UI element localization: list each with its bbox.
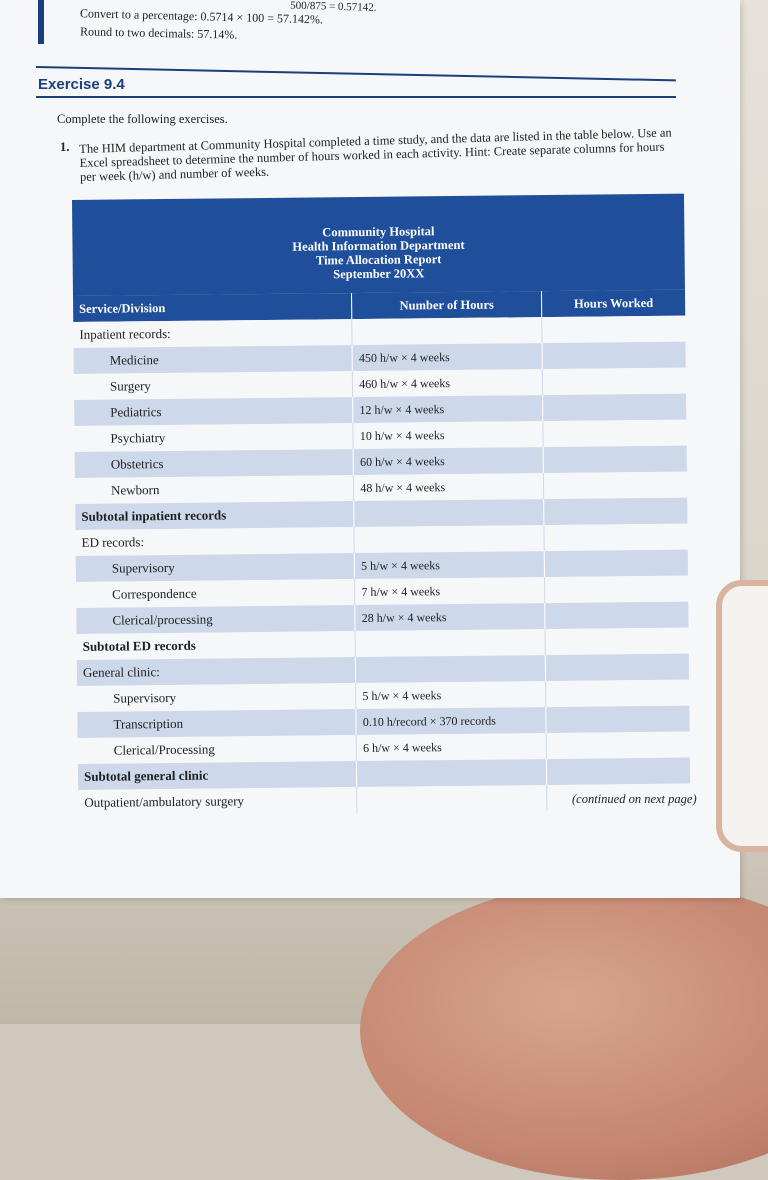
service-division-cell: General clinic: (77, 657, 356, 686)
hours-worked-cell (543, 472, 687, 500)
number-of-hours-cell: 7 h/w × 4 weeks (355, 577, 545, 605)
hours-worked-cell (542, 368, 686, 396)
previous-rounding-line: Round to two decimals: 57.14%. (79, 24, 238, 42)
hours-worked-cell (542, 394, 686, 422)
number-of-hours-cell: 12 h/w × 4 weeks (353, 395, 543, 423)
number-of-hours-cell (354, 525, 544, 553)
hours-worked-cell (544, 576, 688, 604)
number-of-hours-cell: 10 h/w × 4 weeks (353, 421, 543, 449)
previous-division-line: 500/875 = 0.57142. (290, 0, 377, 14)
question-number: 1. (60, 140, 70, 154)
service-division-cell: Medicine (74, 345, 353, 374)
service-division-cell: Subtotal general clinic (78, 761, 357, 790)
caption-line: September 20XX (333, 266, 425, 282)
hours-worked-cell (544, 524, 688, 552)
number-of-hours-cell: 48 h/w × 4 weeks (354, 473, 544, 501)
service-division-cell: Outpatient/ambulatory surgery (78, 787, 357, 816)
caption-line: Health Information Department (292, 237, 465, 254)
service-division-cell: Transcription (77, 709, 356, 738)
service-division-cell: Clerical/processing (76, 605, 355, 634)
hours-worked-cell (546, 758, 690, 786)
hours-worked-cell (545, 628, 689, 656)
number-of-hours-cell: 460 h/w × 4 weeks (353, 369, 543, 397)
service-division-cell: Subtotal ED records (77, 631, 356, 660)
service-division-cell: Psychiatry (74, 423, 353, 452)
hours-worked-cell (542, 342, 686, 370)
number-of-hours-cell: 6 h/w × 4 weeks (356, 733, 546, 761)
service-division-cell: Surgery (74, 371, 353, 400)
service-division-cell: Pediatrics (74, 397, 353, 426)
column-header-hours-worked: Hours Worked (541, 290, 685, 318)
hours-worked-cell (545, 654, 689, 682)
time-allocation-table (72, 194, 690, 816)
service-division-cell: ED records: (75, 527, 354, 556)
number-of-hours-cell: 5 h/w × 4 weeks (356, 681, 546, 709)
number-of-hours-cell (352, 317, 542, 345)
hours-worked-cell (542, 316, 686, 344)
number-of-hours-cell (357, 785, 547, 813)
table-caption-row (72, 194, 685, 296)
hours-worked-cell (544, 498, 688, 526)
hours-worked-cell (545, 602, 689, 630)
column-header-service: Service/Division (73, 293, 352, 322)
number-of-hours-cell: 0.10 h/record × 370 records (356, 707, 546, 735)
exercise-instruction: Complete the following exercises. (57, 112, 228, 126)
service-division-cell: Supervisory (76, 553, 355, 582)
margin-bar (38, 0, 44, 44)
continued-note: (continued on next page) (572, 792, 697, 806)
number-of-hours-cell (355, 629, 545, 657)
service-division-cell: Clerical/Processing (78, 735, 357, 764)
number-of-hours-cell: 450 h/w × 4 weeks (352, 343, 542, 371)
table-caption (72, 194, 685, 296)
hours-worked-cell (545, 680, 689, 708)
number-of-hours-cell (356, 655, 546, 683)
phone-edge (716, 580, 768, 852)
service-division-cell: Subtotal inpatient records (75, 501, 354, 530)
exercise-rule-top (36, 66, 676, 81)
exercise-rule (36, 96, 676, 98)
service-division-cell: Obstetrics (75, 449, 354, 478)
service-division-cell: Supervisory (77, 683, 356, 712)
hours-worked-cell (543, 446, 687, 474)
caption-line: Time Allocation Report (315, 252, 442, 268)
number-of-hours-cell: 60 h/w × 4 weeks (353, 447, 543, 475)
question-text: The HIM department at Community Hospital completed a time study, and the data are listed in the table below. Use an Excel spreadsheet to determine the number of hours worked in each activity. Hint: Create separate columns for hours per week (h/w) and number of weeks. (79, 125, 672, 184)
number-of-hours-cell: 5 h/w × 4 weeks (355, 551, 545, 579)
hours-worked-cell (546, 706, 690, 734)
number-of-hours-cell: 28 h/w × 4 weeks (355, 603, 545, 631)
hours-worked-cell (544, 550, 688, 578)
column-header-hours: Number of Hours (352, 291, 542, 319)
hours-worked-cell (543, 420, 687, 448)
previous-percentage-line: Convert to a percentage: 0.5714 × 100 = 57.142%. (79, 6, 324, 27)
hours-worked-cell (546, 732, 690, 760)
caption-line: Community Hospital (322, 224, 435, 240)
service-division-cell: Inpatient records: (73, 319, 352, 348)
exercise-title: Exercise 9.4 (38, 76, 125, 93)
service-division-cell: Newborn (75, 475, 354, 504)
number-of-hours-cell (354, 499, 544, 527)
number-of-hours-cell (357, 759, 547, 787)
service-division-cell: Correspondence (76, 579, 355, 608)
